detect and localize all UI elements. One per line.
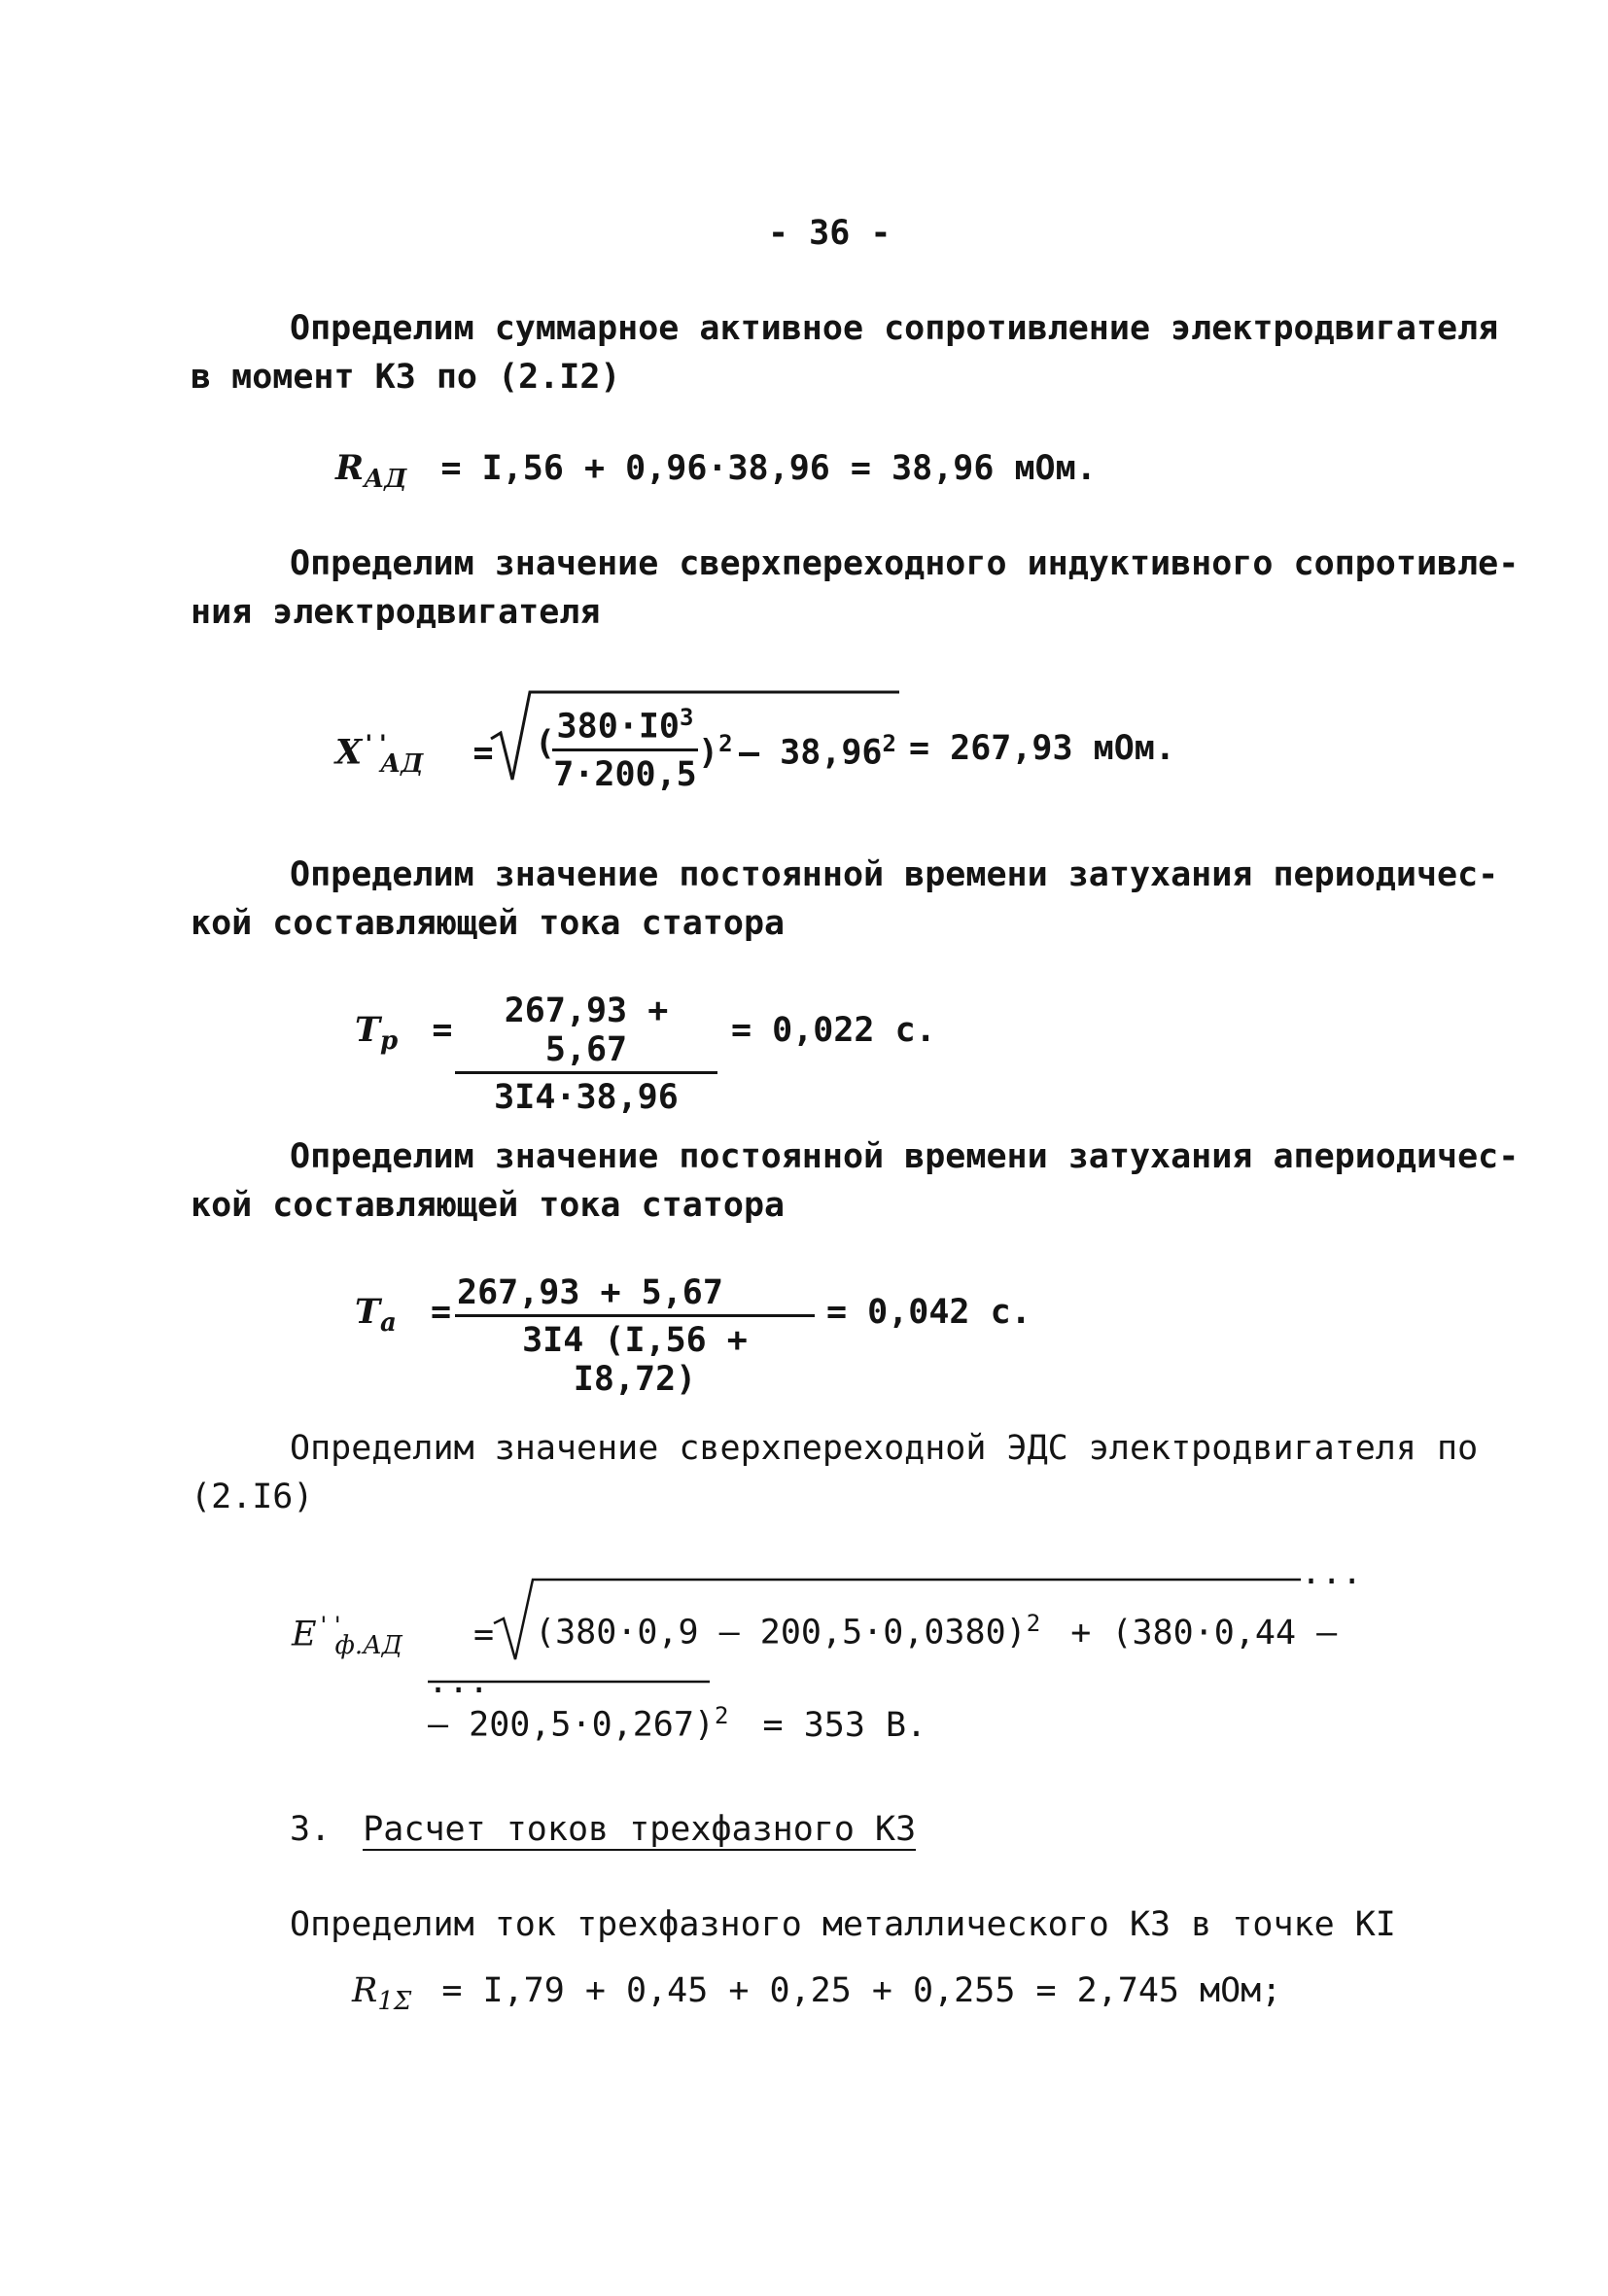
equation-1 <box>335 449 1097 499</box>
eq3-fraction <box>455 991 717 1117</box>
eq2-denominator: 7·200,5 <box>553 754 697 794</box>
eq2-power: 2 <box>718 730 733 757</box>
eq1-rhs: = I,56 + 0,96·38,96 = 38,96 мОм. <box>440 449 1097 488</box>
paragraph-5-line-2: (2.I6) <box>191 1478 314 1516</box>
eq2-lhs-superscript: '' <box>362 730 391 757</box>
eq4-result: = 0,042 с. <box>826 1293 1031 1332</box>
eq4-numerator: 267,93 + 5,67 <box>455 1273 815 1317</box>
eq5-line-1: $(380\cdot 0,9 - 200,5\cdot 0,0380)^2 + (380\cdot 0,44$ – <box>535 1610 1338 1652</box>
eq2-lhs-subscript: АД <box>380 748 424 779</box>
eq2-equals: = <box>472 733 494 773</box>
section-number: 3. <box>290 1810 332 1849</box>
paragraph-4-line-2: кой составляющей тока статора <box>191 1186 786 1225</box>
eq2-fraction <box>552 698 698 794</box>
eq5-continuation-overline <box>428 1680 710 1686</box>
eq1-lhs-subscript: АД <box>364 465 407 494</box>
paragraph-3-line-1: Определим значение постоянной времени затухания периодичес- <box>290 855 1499 894</box>
paragraph-6-line-1: Определим ток трехфазного металлического КЗ в точке КI <box>290 1905 1396 1944</box>
equation-4-lhs: $T_a$ = <box>355 1292 452 1338</box>
equation-2-lhs <box>335 724 494 783</box>
eq1-lhs: R <box>335 448 365 488</box>
paragraph-5-line-1: Определим значение сверхпереходной ЭДС электродвигателя по <box>290 1429 1479 1468</box>
section-heading <box>290 1810 916 1849</box>
eq4-fraction <box>455 1273 815 1399</box>
eq3-denominator: 3I4·38,96 <box>494 1078 679 1117</box>
eq4-denominator: 3I4 (I,56 + I8,72) <box>522 1321 748 1399</box>
eq2-minus-term: – 38,96$^2$ <box>739 730 896 773</box>
eq3-numerator: 267,93 + 5,67 <box>455 991 717 1074</box>
eq2-numerator: $380\cdot I0^3$ <box>552 698 698 751</box>
eq3-result: = 0,022 с. <box>731 1011 936 1050</box>
paragraph-4-line-1: Определим значение постоянной времени затухания апериодичес- <box>290 1137 1520 1176</box>
paragraph-2-line-2: ния электродвигателя <box>191 593 601 632</box>
eq5-continuation-dots-bottom: ... <box>428 1662 490 1701</box>
eq2-open-paren: ( <box>535 724 556 763</box>
eq2-lhs: X <box>335 732 363 773</box>
paragraph-1-line-1: Определим суммарное активное сопротивление электродвигателя <box>290 309 1499 348</box>
paragraph-3-line-2: кой составляющей тока статора <box>191 904 786 943</box>
equation-3-lhs: $T_p$ = <box>355 1010 453 1056</box>
eq2-close-paren: )$^2$ <box>698 730 733 773</box>
eq5-line-2: – 200,5·0,267)$^2$ = 353 В. <box>428 1702 927 1745</box>
section-title: Расчет токов трехфазного КЗ <box>363 1810 917 1849</box>
paragraph-1-line-2: в момент КЗ по (2.I2) <box>191 358 621 397</box>
equation-6: $R_{1\Sigma} = I,79 + 0,45 + 0,25 + 0,255 = 2,745$ мОм; <box>352 1971 1282 2016</box>
page-number: - 36 - <box>768 214 891 253</box>
eq5-continuation-dots-top: ... <box>1301 1553 1363 1592</box>
paragraph-2-line-1: Определим значение сверхпереходного индуктивного сопротивле- <box>290 544 1520 583</box>
eq2-result: = 267,93 мОм. <box>909 729 1175 768</box>
equation-5-lhs: $E''_{ф.АД}$ = <box>292 1612 495 1660</box>
